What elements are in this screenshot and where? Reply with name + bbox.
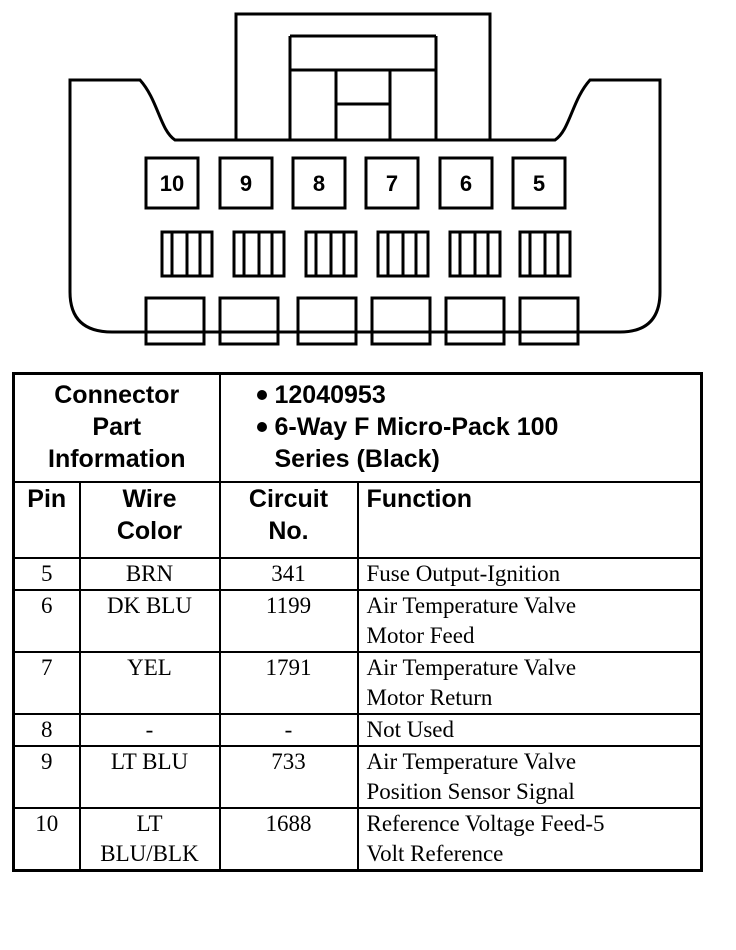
part-number: 12040953 xyxy=(274,381,386,409)
bullet-icon xyxy=(257,390,267,400)
terminal-slot xyxy=(234,232,284,276)
circuit-cell: 733 xyxy=(220,746,358,808)
pin-number: 10 xyxy=(159,171,185,196)
table-row xyxy=(14,714,702,746)
table-row xyxy=(14,808,702,871)
locking-tab xyxy=(236,14,490,140)
pin-header: Pin xyxy=(14,482,80,558)
circuit-cell: 1688 xyxy=(220,808,358,871)
function-cell: Fuse Output-Ignition xyxy=(358,558,702,590)
terminal-foot xyxy=(298,298,356,344)
table-row xyxy=(14,652,702,714)
table-row xyxy=(14,746,702,808)
circuit-cell: 341 xyxy=(220,558,358,590)
wire-color-cell: YEL xyxy=(80,652,220,714)
bullet-icon xyxy=(257,422,267,432)
terminal-foot xyxy=(372,298,430,344)
pin-number: 7 xyxy=(385,171,399,196)
pin-cell: 8 xyxy=(14,714,80,746)
pin-number: 9 xyxy=(239,171,253,196)
column-header-row xyxy=(14,482,702,558)
circuit-cell: - xyxy=(220,714,358,746)
terminal-foot xyxy=(446,298,504,344)
pin-number: 6 xyxy=(459,171,473,196)
table-row xyxy=(14,558,702,590)
pin-cell: 10 xyxy=(14,808,80,871)
circuit-cell: 1199 xyxy=(220,590,358,652)
function-cell: Reference Voltage Feed-5 Volt Reference xyxy=(358,808,702,871)
circuit-cell: 1791 xyxy=(220,652,358,714)
connector-type: 6-Way F Micro-Pack 100 xyxy=(274,413,559,441)
wire-color-cell: LT BLU xyxy=(80,746,220,808)
pin-cell: 9 xyxy=(14,746,80,808)
terminal-slot xyxy=(450,232,500,276)
function-cell: Air Temperature Valve Motor Feed xyxy=(358,590,702,652)
wire-color-header: Wire Color xyxy=(80,482,220,558)
pin-number: 5 xyxy=(532,171,546,196)
wire-color-cell: - xyxy=(80,714,220,746)
terminal-slot xyxy=(378,232,428,276)
terminal-slot xyxy=(520,232,570,276)
terminal-slot xyxy=(306,232,356,276)
function-cell: Air Temperature Valve Position Sensor Signal xyxy=(358,746,702,808)
connector-series: Series (Black) xyxy=(274,445,440,473)
pin-cell: 5 xyxy=(14,558,80,590)
terminal-foot xyxy=(146,298,204,344)
connector-face-diagram xyxy=(0,0,736,370)
function-cell: Air Temperature Valve Motor Return xyxy=(358,652,702,714)
pin-cell: 6 xyxy=(14,590,80,652)
part-info-row xyxy=(14,374,702,482)
wire-color-cell: BRN xyxy=(80,558,220,590)
wire-color-cell: DK BLU xyxy=(80,590,220,652)
terminal-foot xyxy=(520,298,578,344)
wire-color-cell: LT BLU/BLK xyxy=(80,808,220,871)
part-info-label: Connector Part Information xyxy=(14,374,220,482)
terminal-slot xyxy=(162,232,212,276)
terminal-foot xyxy=(220,298,278,344)
part-info-values xyxy=(220,374,702,482)
function-header: Function xyxy=(358,482,702,558)
connector-info-table xyxy=(12,372,703,872)
circuit-header: Circuit No. xyxy=(220,482,358,558)
pin-cell: 7 xyxy=(14,652,80,714)
pin-number: 8 xyxy=(312,171,326,196)
table-row xyxy=(14,590,702,652)
function-cell: Not Used xyxy=(358,714,702,746)
